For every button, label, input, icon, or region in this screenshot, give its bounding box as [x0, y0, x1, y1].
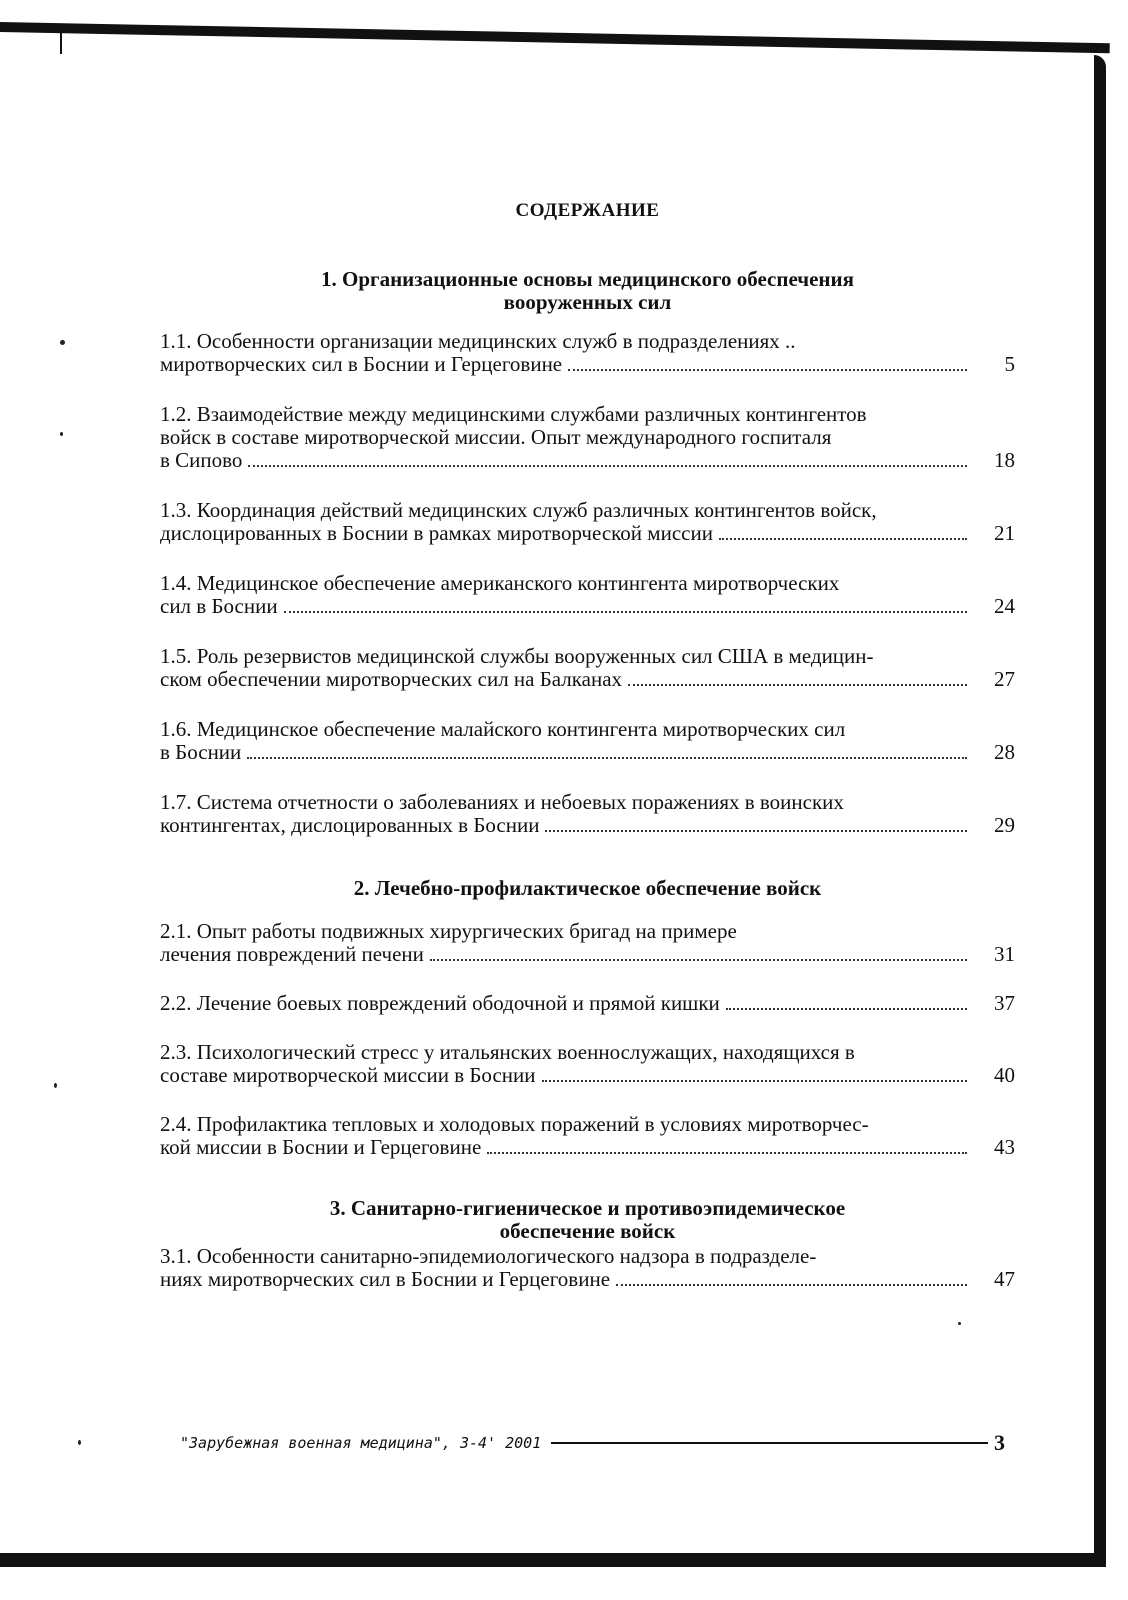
toc-entry-text [160, 1041, 975, 1087]
toc-section [160, 877, 1015, 1159]
page-border-bottom [0, 1553, 1106, 1567]
scan-speck [54, 1083, 57, 1088]
toc-entry-line: составе миротворческой миссии в Боснии [160, 1063, 536, 1087]
toc-entry-line: лечения повреждений печени [160, 942, 424, 966]
toc-entry-text [160, 1113, 975, 1159]
scan-speck [78, 1440, 81, 1445]
toc-entry-text [160, 499, 975, 545]
toc-entry-line: 1.6. Медицинское обеспечение малайского контингента миротворческих сил [160, 717, 846, 741]
toc-entry[interactable] [160, 718, 1015, 764]
toc-entry-line: 1.3. Координация действий медицинских служб различных контингентов войск, [160, 498, 877, 522]
section-title-line: обеспечение войск [499, 1219, 676, 1243]
toc-entry[interactable] [160, 403, 1015, 472]
toc-entry-text [160, 330, 975, 376]
dot-leader [719, 524, 967, 540]
scan-speck [958, 1322, 961, 1325]
toc-entry-text [160, 645, 975, 691]
page-border-right [1094, 55, 1106, 1555]
toc-entry-line: 1.2. Взаимодействие между медицинскими службами различных контингентов [160, 402, 867, 426]
toc-entry-text [160, 791, 975, 837]
toc-entry-line: 2.1. Опыт работы подвижных хирургических бригад на примере [160, 919, 737, 943]
toc-entry-text [160, 572, 975, 618]
table-of-contents [160, 190, 1015, 1311]
toc-page-number: 43 [994, 1135, 1015, 1159]
toc-entry[interactable] [160, 330, 1015, 376]
toc-entry[interactable] [160, 1113, 1015, 1159]
toc-page-number: 24 [994, 594, 1015, 618]
page-number: 3 [994, 1430, 1005, 1455]
toc-entry-line: ниях миротворческих сил в Боснии и Герцеговине [160, 1267, 611, 1291]
toc-entry-line: 1.5. Роль резервистов медицинской службы вооруженных сил США в медицин- [160, 644, 874, 668]
toc-entry-line: миротворческих сил в Боснии и Герцеговине [160, 352, 563, 376]
toc-page-number: 47 [994, 1267, 1015, 1291]
section-title-line: вооруженных сил [503, 290, 672, 314]
section-title-line: 3. Санитарно-гигиеническое и противоэпидемическое [329, 1196, 846, 1220]
dot-leader [487, 1138, 967, 1154]
page-footer [180, 1430, 1005, 1456]
dot-leader [568, 355, 967, 371]
toc-entry-line: в Боснии [160, 740, 242, 764]
toc-entry-line: 1.7. Система отчетности о заболеваниях и небоевых поражениях в воинских [160, 790, 844, 814]
section-title-line: 2. Лечебно-профилактическое обеспечение войск [353, 876, 822, 900]
dot-leader [430, 945, 967, 961]
toc-entry[interactable] [160, 645, 1015, 691]
toc-entry-line: войск в составе миротворческой миссии. Опыт международного госпиталя [160, 425, 832, 449]
corner-mark [60, 26, 62, 54]
toc-page-number: 18 [994, 448, 1015, 472]
toc-entry[interactable] [160, 1245, 1015, 1291]
section-title [160, 268, 1015, 314]
scan-speck [60, 340, 65, 345]
toc-page-number: 29 [994, 813, 1015, 837]
toc-entry[interactable] [160, 992, 1015, 1015]
toc-entry[interactable] [160, 1041, 1015, 1087]
toc-entry-line: 1.1. Особенности организации медицинских служб в подразделениях .. [160, 329, 796, 353]
toc-entry[interactable] [160, 572, 1015, 618]
toc-entry[interactable] [160, 920, 1015, 966]
toc-section [160, 1197, 1015, 1291]
page-border-top [0, 22, 1110, 53]
toc-entry-text [160, 403, 975, 472]
section-title [160, 1197, 1015, 1243]
toc-entry-line: в Сипово [160, 448, 243, 472]
dot-leader [726, 994, 967, 1010]
footer-rule [551, 1442, 988, 1444]
dot-leader [628, 670, 967, 686]
toc-entry-text [160, 920, 975, 966]
dot-leader [284, 597, 967, 613]
toc-entry-line: 2.2. Лечение боевых повреждений ободочной и прямой кишки [160, 991, 720, 1015]
dot-leader [545, 816, 967, 832]
toc-entry-text [160, 1245, 975, 1291]
toc-page-number: 27 [994, 667, 1015, 691]
toc-entry[interactable] [160, 499, 1015, 545]
toc-sections [160, 268, 1015, 1291]
journal-citation: "Зарубежная военная медицина", 3-4' 2001 [180, 1434, 542, 1452]
toc-page-number: 5 [1004, 352, 1015, 376]
toc-page-number: 37 [994, 991, 1015, 1015]
toc-page-number: 28 [994, 740, 1015, 764]
toc-entry-line: ском обеспечении миротворческих сил на Балканах [160, 667, 623, 691]
toc-page-number: 40 [994, 1063, 1015, 1087]
toc-entry-line: 3.1. Особенности санитарно-эпидемиологического надзора в подразделе- [160, 1244, 817, 1268]
dot-leader [247, 743, 967, 759]
toc-entry-line: 2.4. Профилактика тепловых и холодовых поражений в условиях миротворчес- [160, 1112, 869, 1136]
toc-entry-line: 2.3. Психологический стресс у итальянских военнослужащих, находящихся в [160, 1040, 855, 1064]
dot-leader [248, 451, 967, 467]
scan-speck [60, 432, 63, 436]
toc-entry-text [160, 992, 975, 1015]
toc-entry-line: кой миссии в Боснии и Герцеговине [160, 1135, 482, 1159]
toc-entry-line: контингентах, дислоцированных в Боснии [160, 813, 540, 837]
section-title [160, 877, 1015, 900]
toc-entry-line: сил в Боснии [160, 594, 278, 618]
dot-leader [542, 1066, 968, 1082]
toc-section [160, 268, 1015, 837]
toc-page-number: 21 [994, 521, 1015, 545]
page-title: СОДЕРЖАНИЕ [515, 200, 660, 221]
dot-leader [616, 1270, 967, 1286]
section-title-line: 1. Организационные основы медицинского обеспечения [321, 267, 854, 291]
toc-entry[interactable] [160, 791, 1015, 837]
toc-entry-line: дислоцированных в Боснии в рамках миротворческой миссии [160, 521, 713, 545]
toc-page-number: 31 [994, 942, 1015, 966]
toc-entry-text [160, 718, 975, 764]
toc-entry-line: 1.4. Медицинское обеспечение американского контингента миротворческих [160, 571, 840, 595]
